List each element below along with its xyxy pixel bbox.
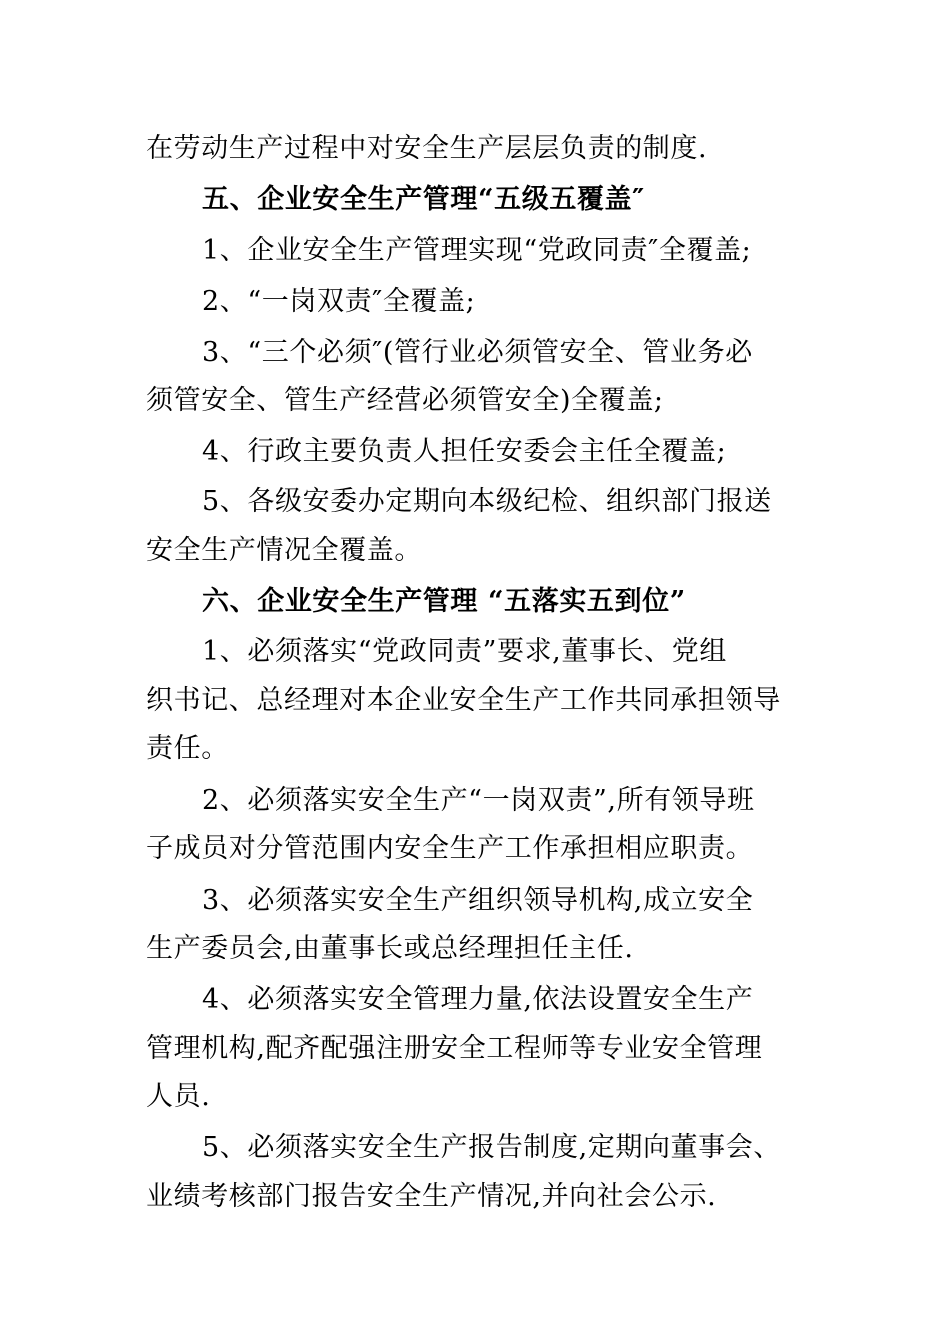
text-line-item6-5b: 业绩考核部门报告安全生产情况,并向社会公示. [146, 1181, 717, 1212]
text-line-item6-1c: 责任。 [146, 733, 229, 764]
text-line-item6-4a: 4、必须落实安全管理力量,依法设置安全生产 [202, 984, 754, 1015]
text-line-intro-end: 在劳动生产过程中对安全生产层层负责的制度. [146, 133, 708, 164]
text-line-item6-4b: 管理机构,配齐配强注册安全工程师等专业安全管理 [146, 1033, 763, 1064]
text-line-item6-4c: 人员. [146, 1081, 211, 1112]
text-line-item6-2b: 子成员对分管范围内安全生产工作承担相应职责。 [146, 833, 754, 864]
text-line-item5-3a: 3、“三个必须″(管行业必须管安全、管业务必 [202, 337, 753, 368]
section-heading-five: 五、企业安全生产管理“五级五覆盖″ [202, 184, 645, 215]
text-line-item6-1b: 织书记、总经理对本企业安全生产工作共同承担领导 [146, 685, 781, 716]
text-line-item5-2: 2、“一岗双责″全覆盖; [202, 286, 476, 317]
text-line-item5-4: 4、行政主要负责人担任安委会主任全覆盖; [202, 436, 727, 467]
text-line-item6-2a: 2、必须落实安全生产“一岗双责”,所有领导班 [202, 785, 755, 816]
text-line-item5-1: 1、企业安全生产管理实现“党政同责″全覆盖; [202, 235, 752, 266]
text-line-item6-5a: 5、必须落实安全生产报告制度,定期向董事会、 [202, 1132, 781, 1163]
text-line-item5-5b: 安全生产情况全覆盖。 [146, 535, 422, 566]
section-heading-six: 六、企业安全生产管理 “五落实五到位” [202, 586, 686, 617]
text-line-item5-5a: 5、各级安委办定期向本级纪检、组织部门报送 [202, 486, 772, 517]
text-line-item6-1a: 1、必须落实“党政同责”要求,董事长、党组 [202, 636, 727, 667]
text-line-item5-3b: 须管安全、管生产经营必须管安全)全覆盖; [146, 385, 664, 416]
text-line-item6-3a: 3、必须落实安全生产组织领导机构,成立安全 [202, 885, 754, 916]
text-line-item6-3b: 生产委员会,由董事长或总经理担任主任. [146, 933, 634, 964]
